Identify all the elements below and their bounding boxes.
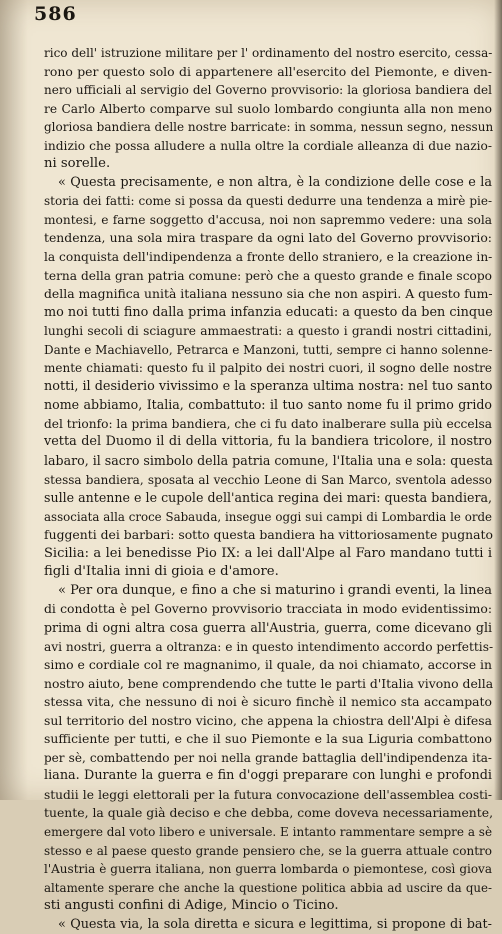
text-line: nostro aiuto, bene comprendendo che tutte le parti d'Italia vivono della <box>44 675 494 691</box>
text-line: tendenza, una sola mira traspare da ogni lato del Governo provvisorio: <box>44 230 492 246</box>
text-line: notti, il desiderio vivissimo e la speranza ultima nostra: nel tuo santo <box>44 378 493 394</box>
text-line: stessa bandiera, sposata al vecchio Leone di San Marco, sventola adesso <box>44 472 492 487</box>
text-line: rono per questo solo di appartenere all'esercito del Piemonte, e diven- <box>44 63 492 79</box>
text-line: l'Austria è guerra italiana, non guerra lombarda o piemontese, così giova <box>44 862 492 877</box>
text-line: labaro, il sacro simbolo della patria comune, l'Italia una e sola: questa <box>44 453 493 469</box>
text-line: liana. Durante la guerra e fin d'oggi preparare con lunghi e profondi <box>44 768 492 784</box>
text-line: « Questa precisamente, e non altra, è la condizione delle cose e la <box>58 174 492 190</box>
text-line: mente chiamati: questo fu il palpito dei nostri cuori, il sogno delle nostre <box>44 361 492 376</box>
text-line: mo noi tutti fino dalla prima infanzia educati: a questo da ben cinque <box>44 304 493 320</box>
text-line: figli d'Italia inni di gioia e d'amore. <box>44 564 279 580</box>
text-line: lunghi secoli di sciagure ammaestrati: a questo i grandi nostri cittadini, <box>44 324 492 339</box>
body-text <box>44 44 492 934</box>
text-line: sul territorio del nostro vicino, che appena la chiostra dell'Alpi è difesa <box>44 712 492 728</box>
text-line: la conquista dell'indipendenza a fronte dello straniero, e la creazione in- <box>44 250 493 265</box>
text-line: altamente sperare che anche la questione politica abbia ad uscire da que- <box>44 880 492 895</box>
text-line: vetta del Duomo il di della vittoria, fu la bandiera tricolore, il nostro <box>44 434 492 450</box>
page-number: 586 <box>34 3 77 25</box>
text-line: del trionfo: la prima bandiera, che ci fu dato inalberare sulla più eccelsa <box>44 416 493 431</box>
text-line: indizio che possa alludere a nulla oltre la cordiale alleanza di due nazio- <box>44 138 492 153</box>
text-line: storia dei fatti: come si possa da questi dedurre una tendenza a mirè pie- <box>44 194 492 209</box>
text-line: associata alla croce Sabauda, insegue oggi sui campi di Lombardia le orde <box>44 509 492 524</box>
binding-shadow <box>0 0 28 800</box>
text-line: studii le leggi elettorali per la futura convocazione dell'assemblea costi- <box>44 787 492 802</box>
text-line: ni sorelle. <box>44 156 111 172</box>
text-line: prima di ogni altra cosa guerra all'Austria, guerra, come dicevano gli <box>44 619 492 635</box>
text-line: sti angusti confini di Adige, Mincio o Ticino. <box>44 898 339 914</box>
page-edge <box>494 0 502 800</box>
text-line: della magnifica unità italiana nessuno sia che non aspiri. A questo fum- <box>44 286 493 302</box>
text-line: re Carlo Alberto comparve sul suolo lombardo congiunta alla non meno <box>44 101 492 116</box>
text-line: nome abbiamo, Italia, combattuto: il tuo santo nome fu il primo grido <box>44 397 492 413</box>
text-line: per sè, combattendo per noi nella grande battaglia dell'indipendenza ita- <box>44 750 492 765</box>
text-line: Dante e Machiavello, Petrarca e Manzoni, tutti, sempre ci hanno solenne- <box>44 342 493 357</box>
text-line: nero ufficiali al servigio del Governo provvisorio: la gloriosa bandiera del <box>44 83 492 98</box>
text-line: terna della gran patria comune: però che a questo grande e finale scopo <box>44 268 492 283</box>
text-line: di condotta è pel Governo provvisorio tracciata in modo evidentissimo: <box>44 601 492 617</box>
text-line: « Questa via, la sola diretta e sicura e legittima, si propone di bat- <box>58 916 492 932</box>
text-line: gloriosa bandiera delle nostre barricate: in somma, nessun segno, nessun <box>44 120 494 135</box>
text-line: sulle antenne e le cupole dell'antica regina dei mari: questa bandiera, <box>44 490 492 506</box>
text-line: sufficiente per tutti, e che il suo Piemonte e la sua Liguria combattono <box>44 731 492 747</box>
text-line: « Per ora dunque, e fino a che si maturino i grandi eventi, la linea <box>58 582 492 598</box>
text-line: emergere dal voto libero e universale. E intanto rammentare sempre a sè <box>44 824 493 839</box>
text-line: avi nostri, guerra a oltranza: e in questo intendimento accordo perfettis- <box>44 639 494 654</box>
text-line: fuggenti dei barbari: sotto questa bandiera ha vittoriosamente pugnato <box>44 527 493 543</box>
text-line: montesi, e farne soggetto d'accusa, noi non sapremmo vedere: una sola <box>44 212 492 227</box>
text-line: simo e cordiale col re magnanimo, il quale, da noi chiamato, accorse in <box>44 657 492 673</box>
text-line: stesso e al paese questo grande pensiero che, se la guerra attuale contro <box>44 843 492 858</box>
text-line: stessa vita, che nessuno di noi è sicuro finchè il nemico sta accampato <box>44 694 492 710</box>
text-line: tuente, la quale già deciso e che debba, come doveva necessariamente, <box>44 805 494 821</box>
text-line: rico dell' istruzione militare per l' ordinamento del nostro esercito, cessa- <box>44 46 493 60</box>
text-line: Sicilia: a lei benedisse Pio IX: a lei dall'Alpe al Faro mandano tutti i <box>44 545 492 561</box>
